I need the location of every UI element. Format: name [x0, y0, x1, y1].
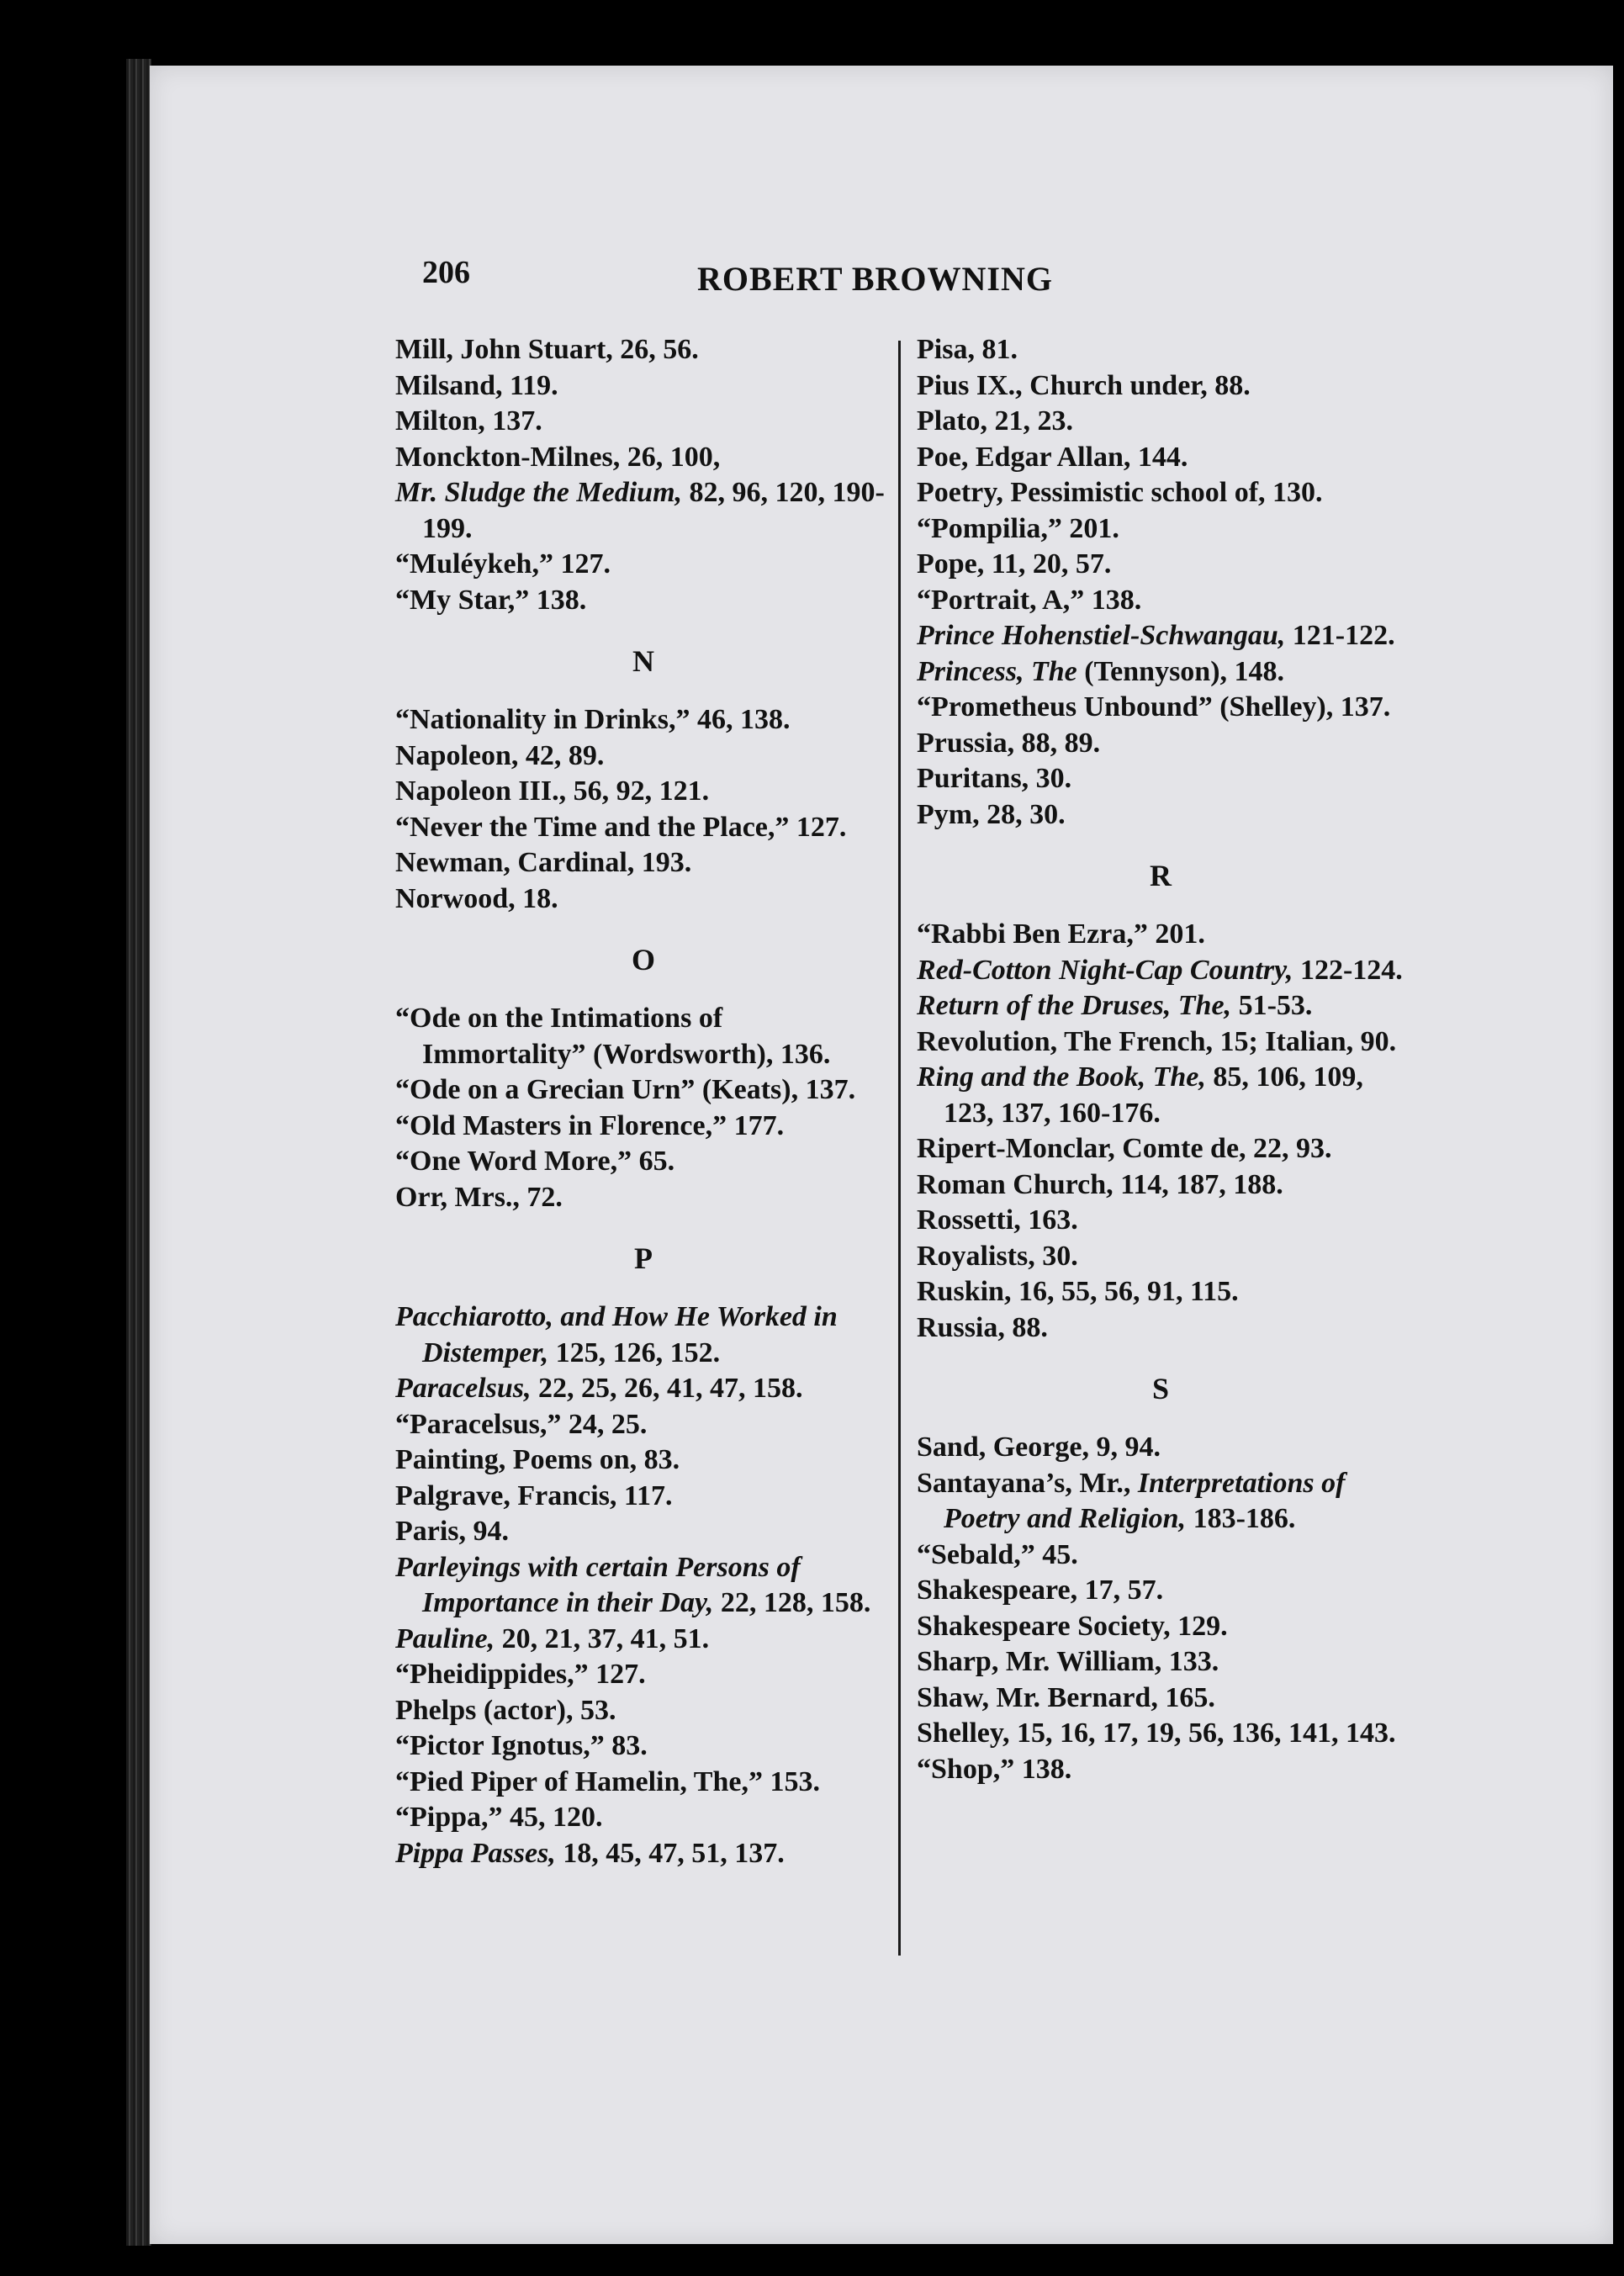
- entry-text: Roman Church, 114, 187, 188.: [917, 1168, 1283, 1200]
- index-entry: [395, 368, 891, 405]
- work-title: Ring and the Book, The,: [917, 1061, 1206, 1093]
- index-entry: [917, 1430, 1404, 1466]
- entry-text: Shakespeare, 17, 57.: [917, 1575, 1164, 1606]
- entry-text: “Pied Piper of Hamelin, The,” 153.: [395, 1765, 820, 1797]
- work-title: Pippa Passes,: [395, 1837, 556, 1869]
- index-entry: [395, 1180, 891, 1216]
- column-divider: [898, 341, 901, 1956]
- entry-text: “Sebald,” 45.: [917, 1538, 1078, 1570]
- entry-text: Palgrave, Francis, 117.: [395, 1479, 673, 1511]
- index-entry: [917, 1131, 1404, 1167]
- entry-text: 82, 96, 120, 190-199.: [422, 477, 885, 544]
- index-entry: [917, 761, 1404, 797]
- entry-text: Ruskin, 16, 55, 56, 91, 115.: [917, 1276, 1239, 1307]
- index-entry: [395, 810, 891, 846]
- entry-text: Napoleon, 42, 89.: [395, 739, 605, 771]
- entry-text: Paris, 94.: [395, 1516, 510, 1547]
- index-entry: [917, 1203, 1404, 1239]
- entry-text: “Pompilia,” 201.: [917, 512, 1119, 544]
- entry-text: “Ode on the Intimations of Immortality” (Wordsworth), 136.: [395, 1003, 831, 1070]
- index-entry: [917, 440, 1404, 476]
- work-title: Red-Cotton Night-Cap Country,: [917, 954, 1293, 986]
- entry-text: (Tennyson), 148.: [1076, 655, 1285, 687]
- entry-text: Rossetti, 163.: [917, 1204, 1078, 1236]
- index-entry: [917, 368, 1404, 405]
- entry-text: Orr, Mrs., 72.: [395, 1181, 563, 1213]
- entry-text: 125, 126, 152.: [548, 1336, 721, 1368]
- work-title: Prince Hohenstiel-Schwangau,: [917, 620, 1286, 651]
- entry-text: Santayana’s, Mr.,: [917, 1467, 1138, 1499]
- work-title: Pacchiarotto, and How He Worked in Distemper,: [395, 1301, 838, 1368]
- entry-text: Revolution, The French, 15; Italian, 90.: [917, 1025, 1397, 1057]
- index-entry: [395, 1622, 891, 1658]
- index-entry: [395, 1728, 891, 1765]
- entry-text: “My Star,” 138.: [395, 584, 587, 616]
- entry-text: “Shop,” 138.: [917, 1753, 1072, 1785]
- entry-text: “Never the Time and the Place,” 127.: [395, 811, 847, 843]
- entry-text: Pope, 11, 20, 57.: [917, 548, 1112, 580]
- entry-text: Puritans, 30.: [917, 763, 1072, 794]
- index-entry: [917, 404, 1404, 440]
- index-entry: [917, 1239, 1404, 1275]
- page-number: 206: [422, 255, 470, 290]
- index-entry: [395, 1800, 891, 1836]
- index-entry: [917, 1681, 1404, 1717]
- entry-text: Ripert-Monclar, Comte de, 22, 93.: [917, 1133, 1332, 1164]
- entry-text: “Portrait, A,” 138.: [917, 584, 1142, 616]
- index-entry: [917, 1060, 1404, 1131]
- entry-text: 18, 45, 47, 51, 137.: [555, 1837, 785, 1869]
- entry-text: 85, 106, 109, 123, 137, 160-176.: [944, 1061, 1363, 1129]
- index-entry: [395, 1072, 891, 1109]
- index-entry: [917, 583, 1404, 619]
- index-entry: [395, 1550, 891, 1622]
- index-entry: [395, 1442, 891, 1479]
- section-letter: P: [634, 1241, 653, 1275]
- running-title: ROBERT BROWNING: [697, 260, 1053, 298]
- index-entry: [395, 1693, 891, 1729]
- entry-text: Plato, 21, 23.: [917, 405, 1074, 437]
- section-letter: R: [1150, 859, 1172, 892]
- entry-text: 22, 128, 158.: [713, 1587, 871, 1618]
- index-entry: [395, 475, 891, 547]
- index-entry: [917, 1466, 1404, 1538]
- entry-text: “Pippa,” 45, 120.: [395, 1802, 603, 1833]
- entry-text: Pisa, 81.: [917, 334, 1018, 365]
- entry-text: Prussia, 88, 89.: [917, 727, 1101, 759]
- index-entry: [395, 881, 891, 918]
- index-entry: [917, 332, 1404, 368]
- entry-text: “Prometheus Unbound” (Shelley), 137.: [917, 691, 1391, 722]
- entry-text: 51-53.: [1231, 990, 1313, 1021]
- entry-text: Milton, 137.: [395, 405, 542, 437]
- work-title: Mr. Sludge the Medium,: [395, 477, 683, 508]
- work-title: Pauline,: [395, 1622, 495, 1654]
- entry-text: “Nationality in Drinks,” 46, 138.: [395, 704, 791, 735]
- index-entry: [917, 1167, 1404, 1204]
- index-entry: [917, 1752, 1404, 1788]
- index-entry: [917, 654, 1404, 691]
- entry-text: Monckton-Milnes, 26, 100,: [395, 441, 721, 473]
- index-entry: [917, 988, 1404, 1024]
- index-entry: [395, 1109, 891, 1145]
- index-entry: [917, 1609, 1404, 1645]
- entry-text: Mill, John Stuart, 26, 56.: [395, 334, 699, 365]
- entry-text: Napoleon III., 56, 92, 121.: [395, 775, 710, 807]
- entry-text: “Rabbi Ben Ezra,” 201.: [917, 918, 1205, 950]
- index-entry: [395, 845, 891, 881]
- index-entry: [395, 738, 891, 775]
- entry-text: Sand, George, 9, 94.: [917, 1432, 1161, 1463]
- index-entry: [395, 404, 891, 440]
- entry-text: Norwood, 18.: [395, 882, 558, 914]
- work-title: Return of the Druses, The,: [917, 990, 1232, 1021]
- index-entry: [395, 440, 891, 476]
- index-entry: [395, 1299, 891, 1371]
- section-letter: N: [632, 644, 654, 678]
- entry-text: Russia, 88.: [917, 1311, 1048, 1343]
- work-title: Princess, The: [917, 655, 1077, 687]
- index-entry: [395, 1407, 891, 1443]
- index-entry: [917, 953, 1404, 989]
- entry-text: “Muléykeh,” 127.: [395, 548, 611, 580]
- entry-text: Newman, Cardinal, 193.: [395, 847, 692, 878]
- page-edge: [126, 59, 151, 2246]
- work-title: Paracelsus,: [395, 1373, 532, 1404]
- index-entry: [395, 583, 891, 619]
- index-entry: [395, 1765, 891, 1801]
- section-letter: O: [631, 943, 655, 977]
- index-entry: [395, 1657, 891, 1693]
- entry-text: “Paracelsus,” 24, 25.: [395, 1408, 648, 1440]
- index-entry: [395, 1001, 891, 1072]
- entry-text: Shakespeare Society, 129.: [917, 1610, 1228, 1642]
- work-title: Parleyings with certain Persons of Importance in their Day,: [395, 1551, 801, 1618]
- index-entry: [395, 547, 891, 583]
- index-entry: [917, 1538, 1404, 1574]
- index-entry: [395, 702, 891, 738]
- index-entry: [917, 475, 1404, 511]
- entry-text: Shelley, 15, 16, 17, 19, 56, 136, 141, 143.: [917, 1718, 1396, 1749]
- index-entry: [917, 690, 1404, 726]
- index-entry: [917, 1644, 1404, 1681]
- work-title: Interpretations of Poetry and Religion,: [944, 1467, 1346, 1534]
- entry-text: Pym, 28, 30.: [917, 798, 1066, 830]
- entry-text: Poe, Edgar Allan, 144.: [917, 441, 1188, 473]
- index-entry: [917, 618, 1404, 654]
- entry-text: Shaw, Mr. Bernard, 165.: [917, 1681, 1215, 1713]
- entry-text: Sharp, Mr. William, 133.: [917, 1646, 1219, 1677]
- index-entry: [395, 774, 891, 810]
- index-entry: [395, 332, 891, 368]
- entry-text: Milsand, 119.: [395, 369, 558, 401]
- index-entry: [917, 547, 1404, 583]
- entry-text: “Ode on a Grecian Urn” (Keats), 137.: [395, 1074, 856, 1105]
- entry-text: 183-186.: [1186, 1503, 1296, 1534]
- entry-text: Poetry, Pessimistic school of, 130.: [917, 477, 1323, 508]
- index-entry: [917, 1310, 1404, 1347]
- index-entry: [395, 1144, 891, 1180]
- index-column-right: [917, 332, 1404, 1787]
- index-entry: [917, 1573, 1404, 1609]
- index-entry: [917, 1024, 1404, 1061]
- entry-text: “One Word More,” 65.: [395, 1146, 675, 1177]
- entry-text: Painting, Poems on, 83.: [395, 1444, 680, 1475]
- index-entry: [917, 917, 1404, 953]
- entry-text: 122-124.: [1293, 954, 1403, 986]
- index-entry: [917, 1716, 1404, 1752]
- entry-text: “Pictor Ignotus,” 83.: [395, 1730, 648, 1761]
- index-entry: [917, 1274, 1404, 1310]
- entry-text: “Old Masters in Florence,” 177.: [395, 1109, 785, 1141]
- entry-text: Royalists, 30.: [917, 1240, 1078, 1272]
- entry-text: 20, 21, 37, 41, 51.: [495, 1622, 710, 1654]
- index-entry: [917, 511, 1404, 548]
- entry-text: Phelps (actor), 53.: [395, 1694, 616, 1726]
- entry-text: 121-122.: [1285, 620, 1395, 651]
- entry-text: Pius IX., Church under, 88.: [917, 369, 1251, 401]
- index-entry: [395, 1836, 891, 1872]
- index-entry: [395, 1371, 891, 1407]
- index-entry: [917, 726, 1404, 762]
- entry-text: “Pheidippides,” 127.: [395, 1659, 646, 1690]
- section-letter: S: [1151, 1372, 1170, 1405]
- index-column-left: [395, 332, 891, 1871]
- entry-text: 22, 25, 26, 41, 47, 158.: [531, 1373, 803, 1404]
- index-entry: [917, 797, 1404, 834]
- index-entry: [395, 1514, 891, 1550]
- index-entry: [395, 1479, 891, 1515]
